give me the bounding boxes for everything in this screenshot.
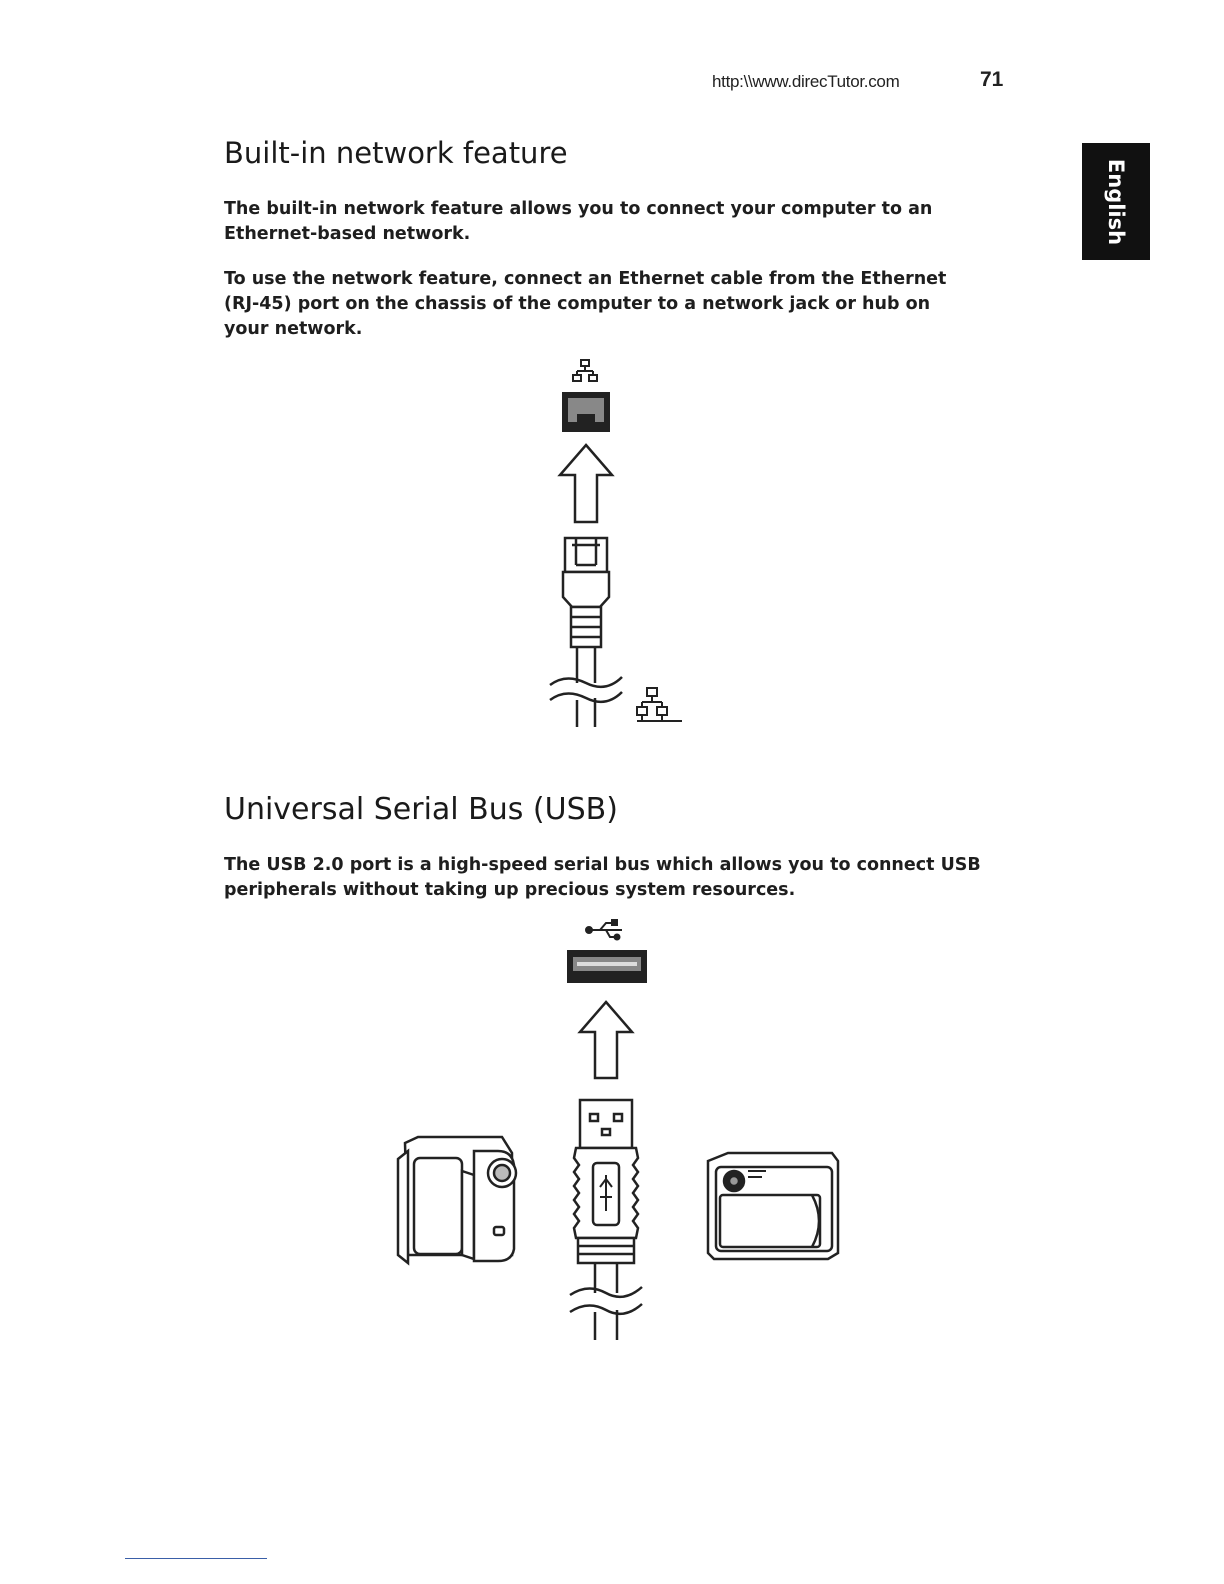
ethernet-port-icon — [562, 392, 610, 432]
usb-paragraph-1: The USB 2.0 port is a high-speed serial bus which allows you to connect USB peripherals without taking up precious system resources. — [224, 855, 981, 900]
network-section-heading: Built-in network feature — [224, 136, 568, 170]
header-url: http:\\www.direcTutor.com — [712, 72, 900, 91]
ethernet-plug-icon — [550, 538, 622, 727]
arrow-up-icon — [560, 445, 612, 522]
network-paragraph-2: To use the network feature, connect an Ethernet cable from the Ethernet (RJ-45) port on the chassis of the computer to a network jack or hub on your network. — [224, 269, 947, 339]
usb-symbol-icon — [586, 920, 622, 940]
network-hub-icon — [637, 688, 682, 721]
ethernet-connection-illustration — [530, 355, 710, 735]
network-symbol-icon — [573, 360, 597, 381]
usb-plug-icon — [570, 1100, 642, 1340]
usb-port-icon — [567, 950, 647, 983]
usb-connection-illustration — [390, 915, 850, 1345]
language-tab — [1082, 143, 1150, 260]
network-paragraph-1: The built-in network feature allows you to connect your computer to an Ethernet-based network. — [224, 199, 933, 244]
footer-rule — [125, 1558, 267, 1559]
page-number: 71 — [980, 68, 1004, 91]
language-tab-label: English — [1104, 158, 1128, 245]
camcorder-icon — [398, 1137, 516, 1263]
digital-camera-icon — [708, 1153, 838, 1259]
usb-section-heading: Universal Serial Bus (USB) — [224, 792, 618, 827]
arrow-up-icon — [580, 1002, 632, 1078]
